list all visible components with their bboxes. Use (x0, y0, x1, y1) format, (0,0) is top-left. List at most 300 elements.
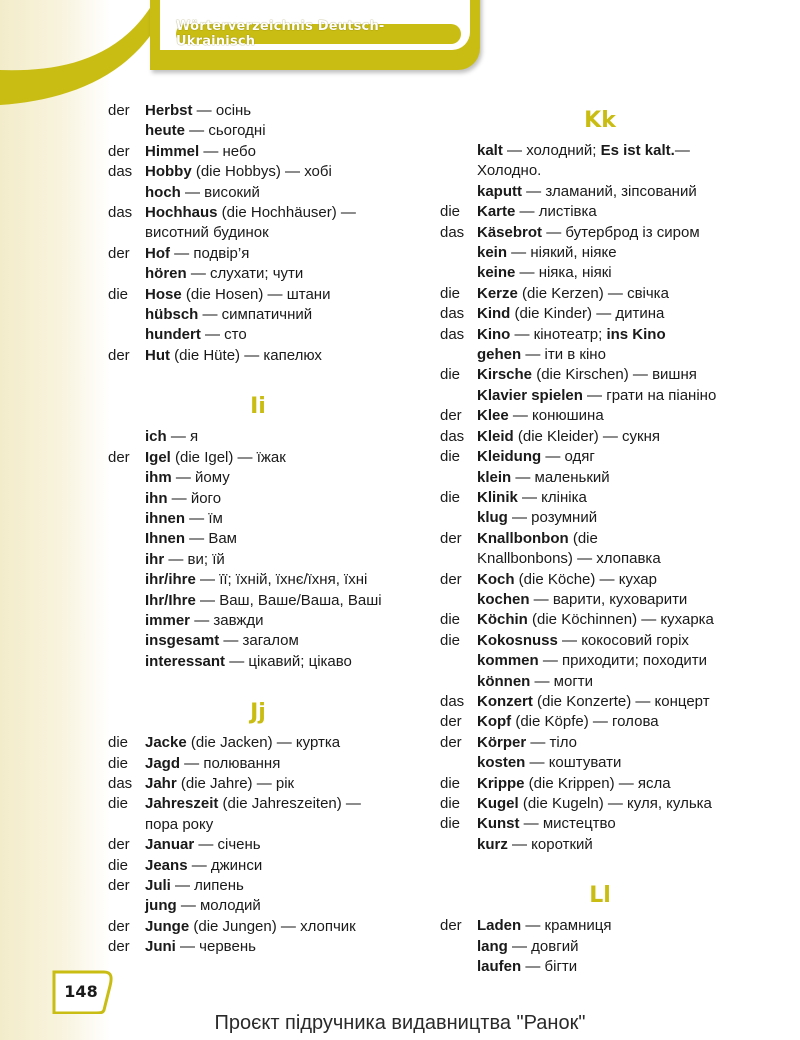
entry-text (145, 529, 237, 549)
entry-headword: kein (477, 244, 508, 262)
entry-translation: — конюшина (508, 407, 604, 425)
entry-article (440, 957, 477, 977)
entry-headword-secondary: Es ist kalt. (600, 142, 675, 159)
entry-text (145, 509, 223, 529)
entry-text (477, 345, 606, 365)
entry-article (108, 305, 145, 325)
entry-text (477, 692, 710, 712)
entry-translation: — молодий (176, 897, 261, 915)
entry-text (477, 916, 611, 936)
dictionary-entry (440, 835, 760, 855)
entry-article: die (440, 366, 461, 384)
entry-headword: kosten (477, 754, 526, 772)
section-gap (108, 366, 408, 387)
entry-translation: — липень (170, 877, 244, 894)
dictionary-column-right (440, 101, 760, 977)
entry-translation: — грати на піаніно (582, 386, 717, 404)
entry-text (145, 427, 198, 447)
entry-headword: Laden (477, 917, 522, 935)
entry-text (477, 835, 593, 855)
entry-text (477, 325, 666, 345)
section-letter: Jj (250, 700, 266, 726)
entry-article: die (440, 203, 461, 221)
entry-translation: — приходити; походити (538, 652, 707, 670)
dictionary-entry (108, 142, 408, 162)
entry-headword: Hof (145, 244, 170, 262)
dictionary-entry (108, 509, 408, 529)
entry-headword: Jahreszeit (145, 795, 219, 813)
entry-translation: — їм (185, 509, 223, 527)
entry-translation: — його (167, 489, 222, 507)
entry-headword: Ihr/Ihre (145, 591, 196, 609)
dictionary-entry (440, 488, 760, 508)
entry-headword: Himmel (145, 142, 200, 160)
entry-article: der (108, 346, 130, 364)
dictionary-entry (108, 570, 408, 590)
entry-headword: Igel (145, 448, 171, 466)
entry-translation: — мистецтво (519, 815, 616, 833)
entry-translation: — йому (171, 469, 230, 487)
section-gap (108, 672, 408, 693)
entry-translation: (die Köche) — кухар (514, 570, 657, 588)
entry-text (477, 243, 617, 263)
entry-translation: — листівка (515, 203, 597, 221)
entry-text (477, 284, 669, 304)
dictionary-entry (440, 814, 760, 834)
entry-translation: — маленький (511, 468, 610, 486)
dictionary-entry (440, 243, 760, 263)
entry-article (108, 121, 145, 141)
entry-translation: (die Kinder) — дитина (510, 305, 665, 323)
dictionary-entry (440, 284, 760, 304)
entry-headword: Kerze (477, 284, 518, 302)
entry-article: die (440, 774, 461, 792)
entry-text (145, 183, 260, 203)
entry-article: das (440, 223, 465, 241)
entry-text (145, 570, 367, 590)
entry-translation: — іти в кіно (521, 346, 606, 364)
entry-headword: Kleid (477, 427, 514, 445)
dictionary-entry (440, 427, 760, 447)
entry-text (145, 937, 256, 957)
dictionary-entry (108, 774, 408, 794)
dictionary-entry (108, 631, 408, 651)
dictionary-entry (440, 223, 760, 243)
entry-article (108, 611, 145, 631)
entry-text (477, 304, 664, 324)
entry-translation: — кокосовий горіх (557, 631, 689, 649)
entry-headword: klug (477, 509, 508, 527)
entry-text (145, 856, 262, 876)
entry-text (477, 733, 577, 753)
header-title: Wörterverzeichnis Deutsch-Ukrainisch (176, 24, 461, 44)
entry-article (108, 427, 145, 447)
entry-text (145, 631, 299, 651)
dictionary-entry (108, 489, 408, 509)
dictionary-entry (108, 876, 408, 896)
dictionary-entry (440, 753, 760, 773)
entry-headword: keine (477, 264, 516, 282)
entry-text (477, 712, 659, 732)
entry-text (145, 346, 322, 366)
entry-translation: — січень (194, 836, 261, 854)
entry-translation: (die Kirschen) — вишня (532, 366, 697, 384)
dictionary-entry (440, 692, 760, 712)
entry-text (477, 223, 700, 243)
entry-translation: (die Jungen) — хлопчик (189, 917, 356, 935)
dictionary-entry (108, 896, 408, 916)
entry-translation: (die Köchinnen) — кухарка (527, 611, 714, 629)
dictionary-entry (108, 264, 408, 284)
entry-translation: (die Jacken) — куртка (186, 734, 341, 752)
dictionary-entry (440, 672, 760, 692)
entry-article: der (108, 448, 130, 466)
entry-article (440, 182, 477, 202)
entry-headword: ich (145, 428, 167, 446)
entry-headword: Juli (145, 877, 171, 894)
entry-text (477, 508, 597, 528)
dictionary-entry (440, 631, 760, 651)
entry-translation: (die Hochhäuser) — (217, 204, 356, 222)
entry-translation: (die Konzerte) — концерт (532, 692, 710, 710)
entry-article: das (440, 427, 465, 445)
entry-headword: Köchin (477, 611, 528, 629)
entry-headword: heute (145, 122, 186, 140)
dictionary-entry (440, 570, 760, 590)
entry-article: der (108, 917, 130, 935)
entry-headword: Junge (145, 917, 190, 935)
section-letter: Ll (589, 883, 611, 909)
entry-article: der (440, 407, 462, 425)
dictionary-entry (440, 406, 760, 426)
entry-headword: Körper (477, 733, 527, 751)
entry-article (108, 489, 145, 509)
entry-article: der (440, 529, 462, 547)
entry-headword: kaputt (477, 182, 522, 200)
dictionary-entry (108, 591, 408, 611)
dictionary-entry (440, 304, 760, 324)
dictionary-entry (440, 468, 760, 488)
dictionary-entry (108, 937, 408, 957)
entry-text (477, 529, 598, 549)
entry-headword: Käsebrot (477, 223, 543, 241)
dictionary-entry (108, 917, 408, 937)
entry-text (477, 814, 616, 834)
dictionary-entry (108, 856, 408, 876)
entry-translation: — варити, куховарити (529, 590, 688, 608)
entry-article: die (440, 795, 461, 812)
dictionary-entry (440, 263, 760, 283)
entry-headword: Kino (477, 325, 511, 343)
entry-article (108, 264, 145, 284)
dictionary-entry (108, 101, 408, 121)
dictionary-entry (440, 590, 760, 610)
entry-translation: (die Kugeln) — куля, кулька (518, 795, 712, 812)
entry-headword: Kopf (477, 713, 512, 731)
header-swoosh-decoration (0, 0, 170, 110)
entry-article: das (440, 305, 465, 323)
entry-text (477, 365, 697, 385)
entry-headword: kalt (477, 142, 503, 159)
entry-text (477, 610, 714, 630)
dictionary-entry (108, 448, 408, 468)
entry-continuation: Knallbonbons) — хлопавка (477, 550, 661, 568)
footer-caption: Проєкт підручника видавництва "Ранок" (214, 1012, 586, 1034)
entry-article: der (108, 244, 130, 262)
entry-translation: — коштувати (525, 754, 622, 772)
dictionary-entry (108, 652, 408, 672)
section-letter: Kk (584, 108, 616, 133)
entry-headword: Hochhaus (145, 204, 218, 222)
dictionary-entry (108, 244, 408, 264)
dictionary-entry (108, 305, 408, 325)
entry-text (477, 631, 689, 651)
dictionary-entry (108, 794, 408, 814)
entry-headword: Jagd (145, 754, 181, 772)
entry-article: das (440, 325, 465, 343)
entry-translation: — завжди (190, 611, 264, 629)
entry-article (440, 835, 477, 855)
page-number: 148 (64, 982, 98, 1001)
dictionary-entry (440, 345, 760, 365)
dictionary-entry (440, 447, 760, 467)
entry-translation: — я (166, 428, 199, 446)
entry-article: die (440, 448, 461, 466)
entry-translation: — бігти (521, 958, 578, 976)
entry-headword: ihr/ihre (145, 571, 196, 589)
entry-translation: — сто (200, 326, 247, 344)
entry-text (145, 142, 256, 162)
dictionary-entry (440, 325, 760, 345)
entry-text (145, 489, 221, 509)
entry-translation: — слухати; чути (186, 265, 304, 283)
entry-article: der (108, 102, 130, 119)
entry-translation: — довгий (507, 937, 579, 955)
entry-headword: laufen (477, 958, 522, 976)
entry-text (477, 386, 716, 406)
dictionary-entry (440, 916, 760, 936)
entry-translation: — зламаний, зіпсований (522, 182, 697, 200)
entry-article: das (108, 204, 133, 222)
entry-translation: — сьогодні (185, 122, 266, 140)
entry-translation: (die Jahre) — рік (176, 774, 295, 792)
entry-continuation: пора року (145, 815, 214, 833)
dictionary-entry (440, 610, 760, 630)
entry-translation: — Вам (185, 530, 237, 548)
entry-text (145, 448, 286, 468)
entry-text (477, 406, 604, 426)
entry-headword: hören (145, 265, 187, 283)
page-margin-decoration (0, 0, 110, 1040)
section-letter: Ii (250, 394, 266, 420)
entry-text (145, 325, 247, 345)
entry-text (145, 794, 361, 814)
dictionary-entry (108, 427, 408, 447)
entry-headword: Kind (477, 305, 511, 323)
entry-article (108, 529, 145, 549)
entry-headword: klein (477, 468, 512, 486)
entry-text (145, 101, 251, 121)
entry-headword: kochen (477, 590, 530, 608)
entry-headword: hübsch (145, 306, 199, 324)
entry-headword: Konzert (477, 692, 533, 710)
dictionary-entry (440, 182, 760, 202)
entry-article (440, 753, 477, 773)
entry-article: der (440, 733, 462, 751)
entry-text (145, 121, 266, 141)
entry-translation: (die Krippen) — ясла (524, 774, 671, 792)
entry-headword: Kirsche (477, 366, 533, 384)
entry-article (440, 937, 477, 957)
entry-text (477, 651, 707, 671)
entry-headword: ihr (145, 550, 165, 568)
dictionary-entry (440, 651, 760, 671)
entry-article (440, 263, 477, 283)
entry-article: die (108, 754, 129, 772)
entry-translation: — клініка (517, 488, 587, 506)
entry-text (145, 896, 261, 916)
entry-headword: Juni (145, 938, 176, 956)
entry-translation: — полювання (180, 754, 281, 772)
entry-article: die (440, 815, 461, 833)
dictionary-entry (440, 141, 760, 161)
entry-headword: jung (145, 897, 177, 915)
entry-headword: Hobby (145, 163, 192, 181)
entry-headword: Kleidung (477, 448, 542, 466)
dictionary-entry (108, 162, 408, 182)
entry-text (477, 937, 578, 957)
entry-headword: Knallbonbon (477, 529, 569, 547)
entry-text (477, 590, 687, 610)
entry-text (477, 488, 587, 508)
entry-article: die (440, 611, 461, 629)
entry-article: die (108, 856, 129, 874)
entry-headword: Klavier spielen (477, 386, 583, 404)
entry-text (145, 264, 303, 284)
entry-text (145, 162, 332, 182)
entry-text (477, 141, 690, 161)
entry-translation: — кінотеатр; (510, 325, 607, 343)
entry-translation: — Ваш, Ваше/Ваша, Ваші (195, 591, 382, 609)
entry-article (108, 631, 145, 651)
entry-text (477, 427, 660, 447)
entry-article (440, 141, 477, 161)
dictionary-entry (440, 365, 760, 385)
dictionary-entry (108, 325, 408, 345)
dictionary-entry (108, 835, 408, 855)
entry-text (145, 611, 264, 631)
entry-headword: Jacke (145, 734, 187, 752)
entry-article: die (440, 488, 461, 506)
entry-article (108, 325, 145, 345)
entry-translation: (die Igel) — їжак (170, 448, 286, 466)
dictionary-entry (440, 937, 760, 957)
entry-article (440, 468, 477, 488)
entry-headword: immer (145, 611, 191, 629)
entry-text (145, 652, 352, 672)
entry-headword: Kunst (477, 815, 520, 833)
dictionary-entry (108, 346, 408, 366)
entry-article: der (440, 713, 462, 731)
entry-translation: — її; їхній, їхнє/їхня, їхні (195, 571, 368, 589)
entry-text (145, 244, 249, 264)
dictionary-entry (440, 733, 760, 753)
entry-headword-secondary: ins Kino (606, 325, 666, 343)
dictionary-entry (440, 794, 760, 814)
entry-text (477, 753, 621, 773)
entry-article (108, 509, 145, 529)
entry-article (108, 183, 145, 203)
entry-article (440, 243, 477, 263)
entry-article: der (108, 836, 130, 854)
entry-translation: (die (568, 529, 598, 547)
entry-text (145, 468, 230, 488)
entry-translation: — крамниця (521, 917, 612, 935)
dictionary-entry (440, 202, 760, 222)
entry-article (108, 550, 145, 570)
entry-headword: Januar (145, 836, 195, 854)
entry-text (145, 835, 261, 855)
dictionary-entry (440, 712, 760, 732)
entry-headword: gehen (477, 346, 522, 364)
entry-text (145, 550, 225, 570)
entry-translation: (die Jahreszeiten) — (218, 795, 361, 813)
entry-article (108, 896, 145, 916)
entry-translation: (die Köpfe) — голова (511, 713, 659, 731)
entry-translation: (die Kerzen) — свічка (517, 284, 669, 302)
entry-article (440, 386, 477, 406)
entry-article (440, 672, 477, 692)
entry-translation: — ніякий, ніяке (507, 244, 617, 262)
entry-text (145, 591, 382, 611)
entry-translation: (die Kleider) — сукня (513, 427, 661, 445)
entry-headword: Hut (145, 346, 170, 364)
entry-text (477, 263, 612, 283)
entry-translation: (die Hosen) — штани (181, 285, 331, 303)
entry-article: der (108, 877, 130, 894)
entry-text (145, 917, 356, 937)
entry-article: die (440, 284, 461, 302)
entry-article (108, 468, 145, 488)
entry-article (108, 652, 145, 672)
entry-headword: Hose (145, 285, 182, 303)
entry-text (477, 774, 671, 794)
entry-article: die (108, 285, 129, 303)
section-gap (440, 855, 760, 876)
entry-translation: — високий (180, 183, 260, 201)
entry-text (145, 285, 330, 305)
entry-article (440, 345, 477, 365)
entry-text (145, 754, 280, 774)
entry-article: der (108, 938, 130, 956)
entry-translation: — холодний; (502, 142, 601, 159)
entry-text (145, 305, 312, 325)
entry-headword: interessant (145, 652, 226, 670)
entry-headword: ihn (145, 489, 168, 507)
dictionary-entry (440, 529, 760, 549)
entry-article (440, 651, 477, 671)
entry-headword: lang (477, 937, 508, 955)
dictionary-entry (108, 203, 408, 223)
entry-article: der (440, 917, 462, 935)
entry-headword: hoch (145, 183, 181, 201)
dictionary-entry (108, 754, 408, 774)
entry-article (108, 570, 145, 590)
entry-translation: — цікавий; цікаво (225, 652, 352, 670)
entry-article (440, 508, 477, 528)
entry-article: die (108, 795, 129, 813)
entry-headword: Ihnen (145, 530, 185, 548)
